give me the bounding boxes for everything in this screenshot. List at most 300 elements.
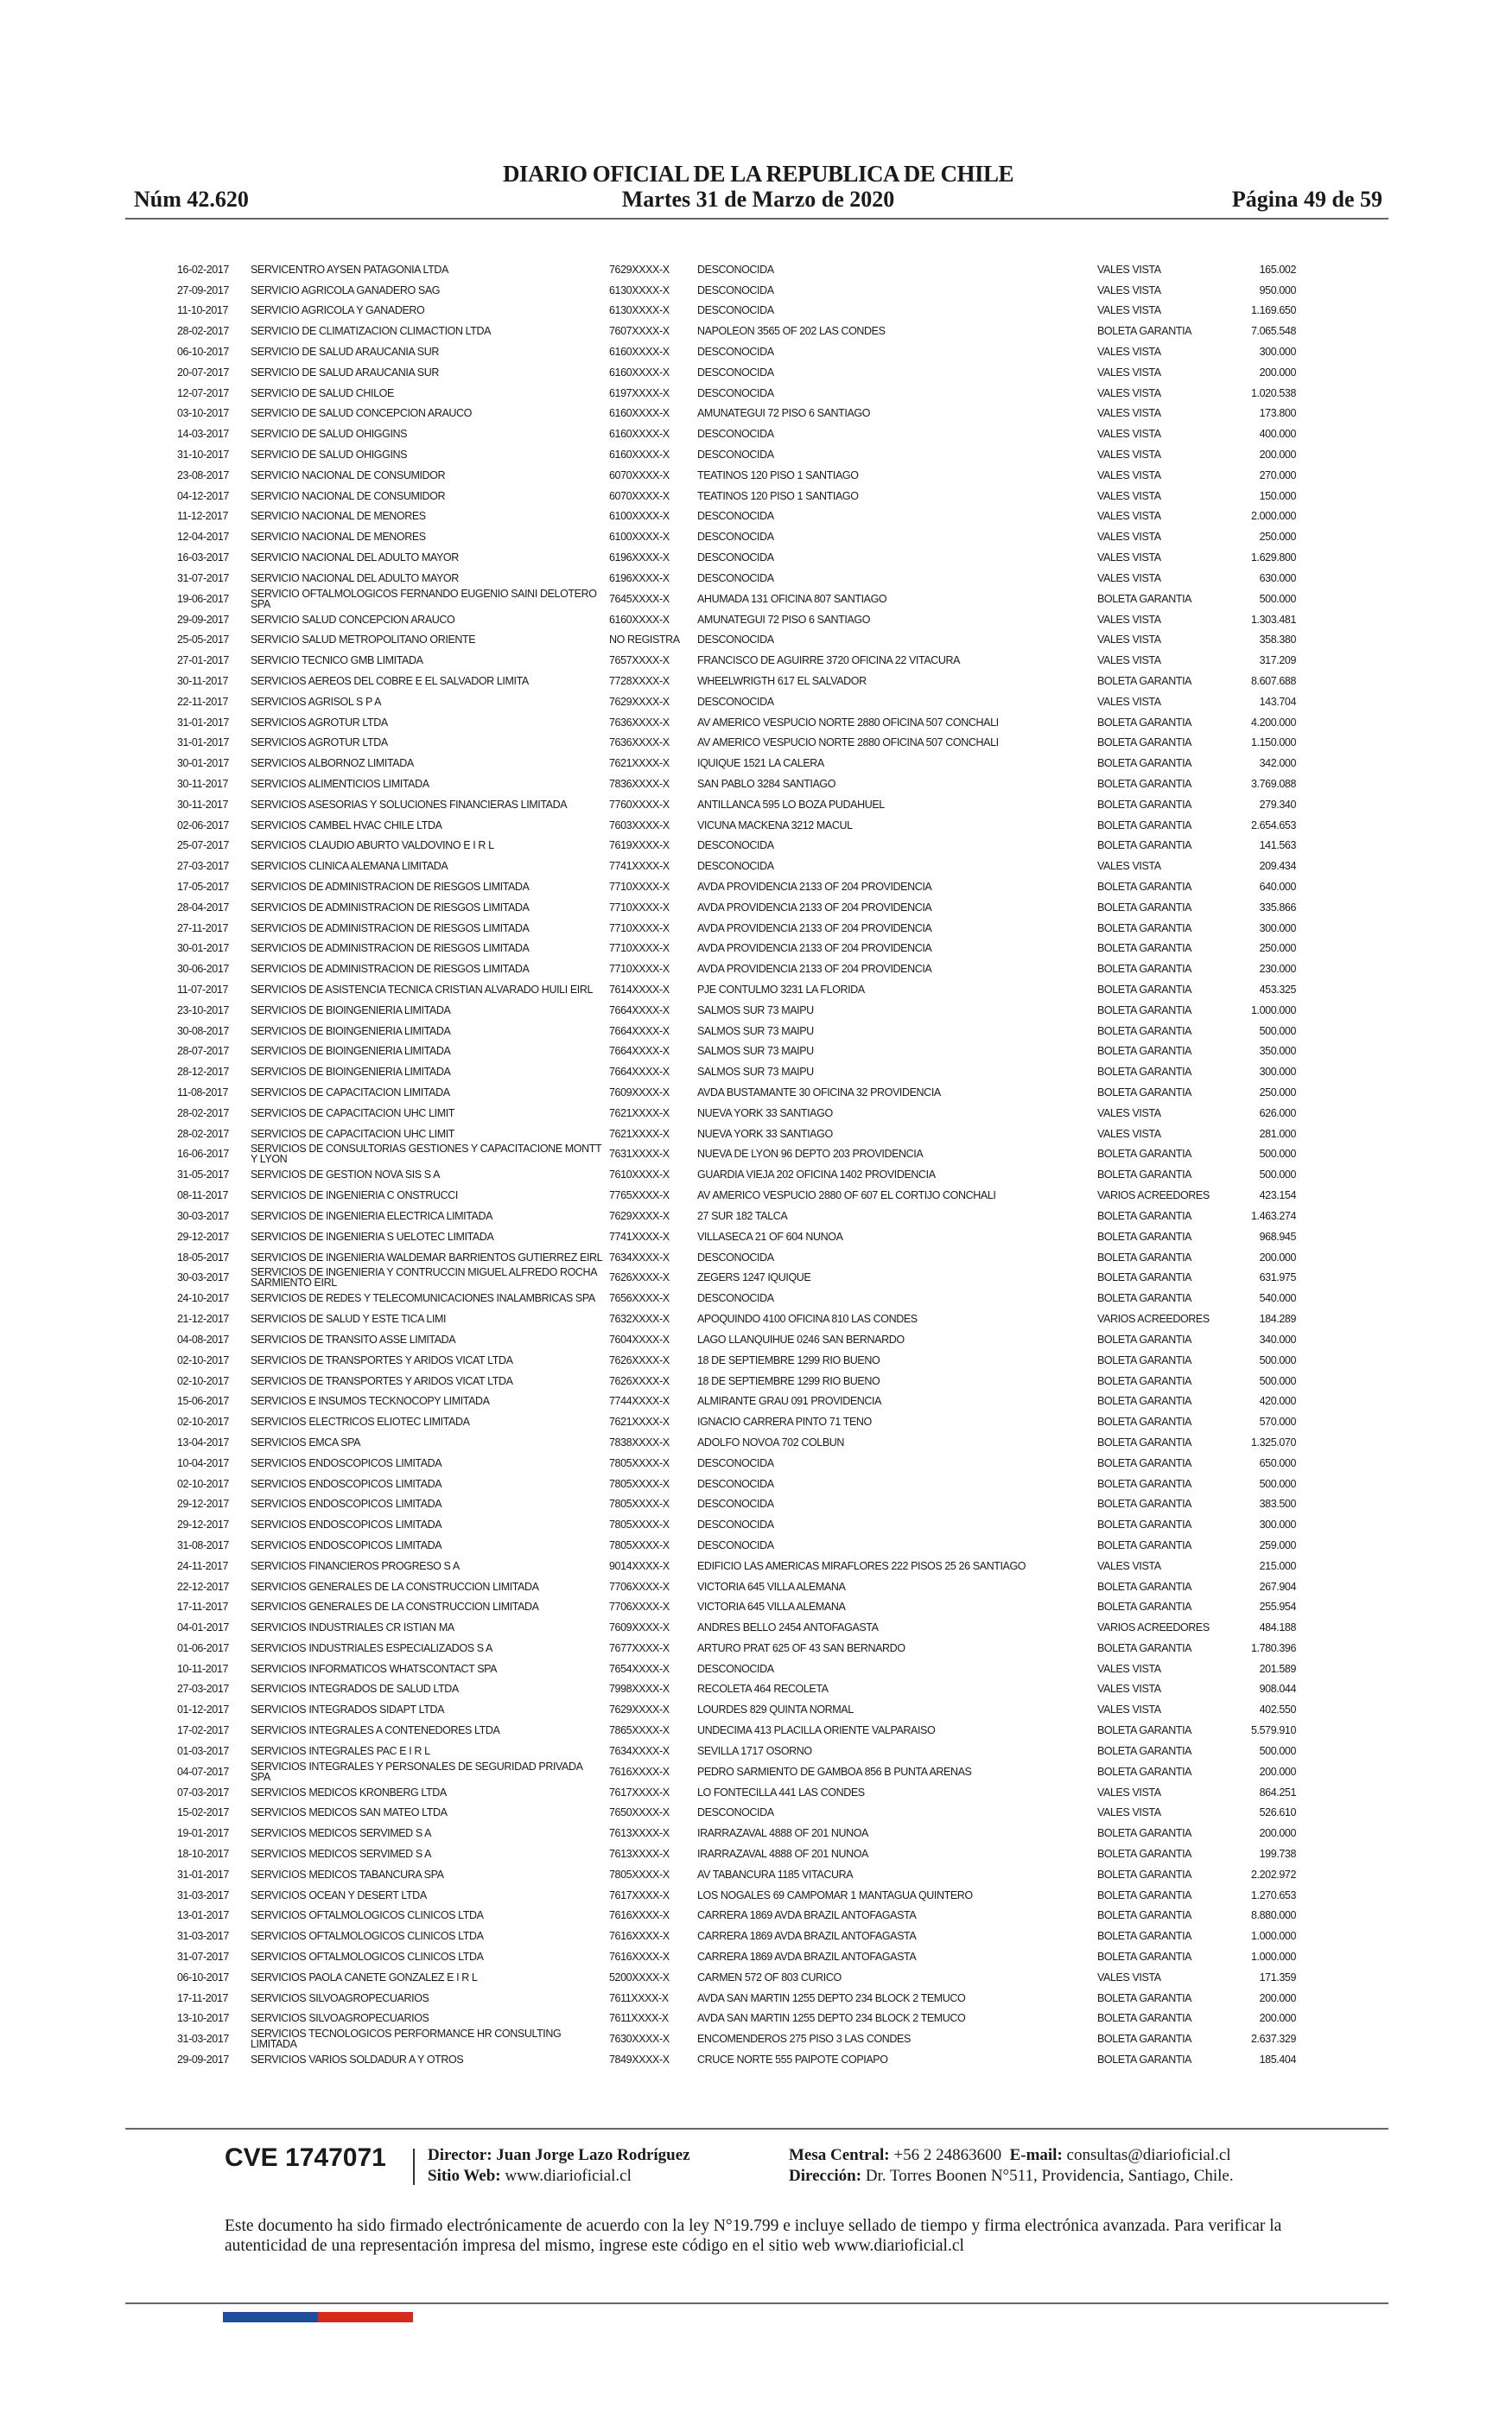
cell-type: VARIOS ACREEDORES <box>1097 1189 1210 1202</box>
cell-date: 07-03-2017 <box>177 1786 229 1799</box>
cell-type: BOLETA GARANTIA <box>1097 1333 1192 1346</box>
cell-amount: 1.325.070 <box>1250 1436 1296 1449</box>
cell-type: BOLETA GARANTIA <box>1097 1251 1192 1264</box>
cell-name: SERVICIOS INTEGRADOS SIDAPT LTDA <box>251 1704 445 1716</box>
cell-address: AMUNATEGUI 72 PISO 6 SANTIAGO <box>697 613 871 626</box>
cell-rut: 6160XXXX-X <box>609 449 670 462</box>
cell-address: PEDRO SARMIENTO DE GAMBOA 856 B PUNTA ARENAS <box>697 1765 972 1778</box>
cell-amount: 570.000 <box>1259 1416 1296 1429</box>
cell-amount: 8.607.688 <box>1250 675 1296 688</box>
email-label: E-mail: <box>1009 2146 1063 2164</box>
cell-amount: 526.610 <box>1259 1806 1296 1819</box>
cell-name: SERVICIO DE SALUD CONCEPCION ARAUCO <box>251 407 472 420</box>
cell-rut: 7634XXXX-X <box>609 1251 670 1264</box>
cell-rut: 7805XXXX-X <box>609 1456 670 1469</box>
cell-name: SERVICIOS INDUSTRIALES ESPECIALIZADOS S A <box>251 1641 492 1654</box>
table-row <box>177 939 1300 959</box>
cell-amount: 1.270.653 <box>1250 1888 1296 1901</box>
cell-address: ALMIRANTE GRAU 091 PROVIDENCIA <box>697 1395 882 1408</box>
table-row <box>177 1267 1300 1288</box>
table-row <box>177 465 1300 486</box>
cell-name: SERVICIO NACIONAL DE CONSUMIDOR <box>251 468 446 481</box>
table-row <box>177 1206 1300 1226</box>
cell-rut: 7744XXXX-X <box>609 1395 670 1408</box>
cell-address: ADOLFO NOVOA 702 COLBUN <box>697 1436 845 1449</box>
table-row <box>177 1082 1300 1103</box>
cell-amount: 383.500 <box>1259 1498 1296 1511</box>
cell-address: AVDA PROVIDENCIA 2133 OF 204 PROVIDENCIA <box>697 942 932 955</box>
cell-address: DESCONOCIDA <box>697 263 774 276</box>
cell-date: 27-03-2017 <box>177 860 229 873</box>
cell-amount: 420.000 <box>1259 1395 1296 1408</box>
cell-address: UNDECIMA 413 PLACILLA ORIENTE VALPARAISO <box>697 1724 936 1737</box>
cell-address: VILLASECA 21 OF 604 NUNOA <box>697 1230 843 1243</box>
table-row <box>177 1906 1300 1926</box>
cell-type: BOLETA GARANTIA <box>1097 1951 1192 1964</box>
cell-address: DESCONOCIDA <box>697 531 774 544</box>
cell-amount: 1.629.800 <box>1250 551 1296 564</box>
cell-address: TEATINOS 120 PISO 1 SANTIAGO <box>697 468 859 481</box>
cell-amount: 500.000 <box>1259 592 1296 605</box>
cell-amount: 250.000 <box>1259 942 1296 955</box>
cell-type: VALES VISTA <box>1097 1683 1161 1696</box>
cell-address: NAPOLEON 3565 OF 202 LAS CONDES <box>697 325 886 338</box>
cell-name: SERVICIOS VARIOS SOLDADUR A Y OTROS <box>251 2054 464 2067</box>
cell-address: DESCONOCIDA <box>697 428 774 441</box>
cell-rut: 7626XXXX-X <box>609 1271 670 1284</box>
table-row <box>177 1967 1300 1988</box>
table-row <box>177 362 1300 383</box>
cell-amount: 317.209 <box>1259 654 1296 667</box>
cell-name: SERVICIOS ENDOSCOPICOS LIMITADA <box>251 1538 442 1551</box>
cell-name: SERVICIOS DE INGENIERIA C ONSTRUCCI <box>251 1189 458 1202</box>
cell-rut: 7629XXXX-X <box>609 1704 670 1716</box>
cell-type: BOLETA GARANTIA <box>1097 1416 1192 1429</box>
table-row <box>177 1926 1300 1946</box>
cell-type: BOLETA GARANTIA <box>1097 1848 1192 1861</box>
cell-amount: 200.000 <box>1259 2012 1296 2025</box>
cell-date: 13-10-2017 <box>177 2012 229 2025</box>
cell-date: 20-07-2017 <box>177 366 229 379</box>
cell-address: RECOLETA 464 RECOLETA <box>697 1683 829 1696</box>
cell-name: SERVICIOS OFTALMOLOGICOS CLINICOS LTDA <box>251 1951 484 1964</box>
cell-date: 30-11-2017 <box>177 798 229 811</box>
address-value: Dr. Torres Boonen N°511, Providencia, Santiago, Chile. <box>865 2167 1234 2185</box>
cell-name: SERVICIOS DE BIOINGENIERIA LIMITADA <box>251 1066 451 1079</box>
cell-amount: 184.289 <box>1259 1313 1296 1326</box>
cell-date: 17-11-2017 <box>177 1601 229 1614</box>
cell-type: VALES VISTA <box>1097 263 1161 276</box>
cell-amount: 342.000 <box>1259 757 1296 770</box>
cell-address: DESCONOCIDA <box>697 346 774 359</box>
cell-type: VALES VISTA <box>1097 468 1161 481</box>
cell-address: SALMOS SUR 73 MAIPU <box>697 1003 814 1016</box>
cell-date: 31-03-2017 <box>177 2033 229 2046</box>
cell-date: 13-04-2017 <box>177 1436 229 1449</box>
table-row <box>177 1226 1300 1247</box>
cell-address: VICTORIA 645 VILLA ALEMANA <box>697 1580 846 1593</box>
cell-amount: 626.000 <box>1259 1106 1296 1119</box>
cell-amount: 650.000 <box>1259 1456 1296 1469</box>
cell-date: 28-02-2017 <box>177 325 229 338</box>
cell-type: VALES VISTA <box>1097 346 1161 359</box>
cell-address: PJE CONTULMO 3231 LA FLORIDA <box>697 983 865 996</box>
mesa-phone: +56 2 24863600 <box>893 2146 1002 2164</box>
table-row <box>177 383 1300 404</box>
cell-type: BOLETA GARANTIA <box>1097 1930 1192 1943</box>
cell-address: IRARRAZAVAL 4888 OF 201 NUNOA <box>697 1827 868 1840</box>
cell-amount: 1.303.481 <box>1250 613 1296 626</box>
cell-date: 02-10-2017 <box>177 1416 229 1429</box>
cell-date: 31-10-2017 <box>177 449 229 462</box>
table-row <box>177 444 1300 465</box>
cell-type: BOLETA GARANTIA <box>1097 1991 1192 2004</box>
cell-name: SERVICIOS GENERALES DE LA CONSTRUCCION LIMITADA <box>251 1601 539 1614</box>
cell-name: SERVICIOS SILVOAGROPECUARIOS <box>251 2012 429 2025</box>
cell-name: SERVICIOS SILVOAGROPECUARIOS <box>251 1991 429 2004</box>
cell-type: VALES VISTA <box>1097 1559 1161 1572</box>
cell-type: BOLETA GARANTIA <box>1097 1066 1192 1079</box>
table-row <box>177 1556 1300 1576</box>
cell-address: SALMOS SUR 73 MAIPU <box>697 1066 814 1079</box>
cell-name: SERVICIOS INFORMATICOS WHATSCONTACT SPA <box>251 1662 498 1675</box>
cell-amount: 255.954 <box>1259 1601 1296 1614</box>
cell-amount: 335.866 <box>1259 901 1296 914</box>
table-row <box>177 897 1300 918</box>
cell-type: BOLETA GARANTIA <box>1097 1909 1192 1922</box>
cell-amount: 1.780.396 <box>1250 1641 1296 1654</box>
table-row <box>177 856 1300 876</box>
cell-address: VICTORIA 645 VILLA ALEMANA <box>697 1601 846 1614</box>
cell-amount: 500.000 <box>1259 1148 1296 1161</box>
cell-type: BOLETA GARANTIA <box>1097 942 1192 955</box>
cell-name: SERVICIOS CAMBEL HVAC CHILE LTDA <box>251 818 442 831</box>
cell-date: 27-03-2017 <box>177 1683 229 1696</box>
contact-block <box>789 2145 1234 2187</box>
cell-rut: 7631XXXX-X <box>609 1148 670 1161</box>
cell-rut: 7609XXXX-X <box>609 1621 670 1634</box>
cell-address: DESCONOCIDA <box>697 860 774 873</box>
cell-name: SERVICIOS DE ADMINISTRACION DE RIESGOS LIMITADA <box>251 921 530 934</box>
cell-rut: 7677XXXX-X <box>609 1641 670 1654</box>
cell-amount: 270.000 <box>1259 468 1296 481</box>
cell-rut: 7629XXXX-X <box>609 695 670 708</box>
cell-name: SERVICIOS DE BIOINGENIERIA LIMITADA <box>251 1024 451 1037</box>
cell-address: AV AMERICO VESPUCIO 2880 OF 607 EL CORTIJO CONCHALI <box>697 1189 996 1202</box>
cell-rut: 9014XXXX-X <box>609 1559 670 1572</box>
cell-amount: 423.154 <box>1259 1189 1296 1202</box>
cell-amount: 864.251 <box>1259 1786 1296 1799</box>
cell-rut: 7650XXXX-X <box>609 1806 670 1819</box>
address-label: Dirección: <box>789 2167 862 2185</box>
cell-rut: 6196XXXX-X <box>609 571 670 584</box>
email-link[interactable]: consultas@diarioficial.cl <box>1066 2146 1231 2164</box>
cell-date: 30-08-2017 <box>177 1024 229 1037</box>
cell-date: 19-06-2017 <box>177 592 229 605</box>
cell-name: SERVICIOS DE INGENIERIA WALDEMAR BARRIENTOS GUTIERREZ EIRL <box>251 1251 603 1264</box>
cell-rut: 7609XXXX-X <box>609 1086 670 1099</box>
cell-rut: 7838XXXX-X <box>609 1436 670 1449</box>
cell-name: SERVICIOS DE CAPACITACION UHC LIMIT <box>251 1106 455 1119</box>
cell-amount: 200.000 <box>1259 366 1296 379</box>
cell-rut: 7664XXXX-X <box>609 1045 670 1058</box>
cell-address: LAGO LLANQUIHUE 0246 SAN BERNARDO <box>697 1333 905 1346</box>
cell-type: BOLETA GARANTIA <box>1097 1641 1192 1654</box>
page-number: Página 49 de 59 <box>1231 187 1382 212</box>
cell-rut: 7611XXXX-X <box>609 1991 669 2004</box>
cell-date: 28-07-2017 <box>177 1045 229 1058</box>
cell-name: SERVICIO NACIONAL DE MENORES <box>251 510 426 523</box>
cell-address: NUEVA YORK 33 SANTIAGO <box>697 1106 833 1119</box>
table-row <box>177 547 1300 568</box>
table-row <box>177 1988 1300 2009</box>
cell-rut: 7626XXXX-X <box>609 1353 670 1366</box>
cell-type: BOLETA GARANTIA <box>1097 1744 1192 1757</box>
cell-date: 31-05-2017 <box>177 1169 229 1181</box>
cell-address: CARRERA 1869 AVDA BRAZIL ANTOFAGASTA <box>697 1909 917 1922</box>
cell-rut: 7632XXXX-X <box>609 1313 670 1326</box>
cell-type: BOLETA GARANTIA <box>1097 1724 1192 1737</box>
table-row <box>177 958 1300 979</box>
cell-type: VALES VISTA <box>1097 489 1161 502</box>
cell-type: VALES VISTA <box>1097 366 1161 379</box>
cell-rut: 6160XXXX-X <box>609 346 670 359</box>
cell-name: SERVICIOS DE CAPACITACION UHC LIMIT <box>251 1127 455 1140</box>
cell-rut: 7607XXXX-X <box>609 325 670 338</box>
table-row <box>177 1720 1300 1741</box>
cell-rut: 7616XXXX-X <box>609 1930 670 1943</box>
site-link[interactable]: www.diarioficial.cl <box>505 2167 632 2185</box>
cell-type: BOLETA GARANTIA <box>1097 716 1192 729</box>
cell-amount: 640.000 <box>1259 881 1296 893</box>
cell-name: SERVICIO DE SALUD CHILOE <box>251 386 394 399</box>
cell-name: SERVICIOS MEDICOS SERVIMED S A <box>251 1827 432 1840</box>
cell-amount: 2.637.329 <box>1250 2033 1296 2046</box>
cell-type: BOLETA GARANTIA <box>1097 1086 1192 1099</box>
table-row <box>177 1411 1300 1432</box>
cell-name: SERVICIO DE SALUD OHIGGINS <box>251 449 408 462</box>
cell-rut: 7611XXXX-X <box>609 2012 669 2025</box>
cell-name: SERVICIOS DE ASISTENCIA TECNICA CRISTIAN ALVARADO HUILI EIRL <box>251 983 594 996</box>
cell-amount: 300.000 <box>1259 346 1296 359</box>
table-row <box>177 341 1300 362</box>
cell-address: DESCONOCIDA <box>697 283 774 296</box>
cell-type: VALES VISTA <box>1097 510 1161 523</box>
cell-name: SERVICIOS DE TRANSITO ASSE LIMITADA <box>251 1333 456 1346</box>
table-row <box>177 526 1300 547</box>
cell-rut: 7805XXXX-X <box>609 1498 670 1511</box>
cell-name: SERVICIOS MEDICOS SAN MATEO LTDA <box>251 1806 448 1819</box>
cell-rut: 7805XXXX-X <box>609 1477 670 1490</box>
header-divider <box>125 218 1388 220</box>
cell-date: 25-07-2017 <box>177 839 229 852</box>
cell-address: NUEVA YORK 33 SANTIAGO <box>697 1127 833 1140</box>
cell-address: IQUIQUE 1521 LA CALERA <box>697 757 824 770</box>
cell-amount: 453.325 <box>1259 983 1296 996</box>
cell-address: DESCONOCIDA <box>697 634 774 646</box>
cell-address: AMUNATEGUI 72 PISO 6 SANTIAGO <box>697 407 871 420</box>
table-row <box>177 1103 1300 1124</box>
cell-name: SERVICIOS CLAUDIO ABURTO VALDOVINO E I R L <box>251 839 494 852</box>
cell-name: SERVICIOS OCEAN Y DESERT LTDA <box>251 1888 427 1901</box>
cell-name: SERVICIOS ASESORIAS Y SOLUCIONES FINANCIERAS LIMITADA <box>251 798 568 811</box>
cell-date: 18-05-2017 <box>177 1251 229 1264</box>
cell-amount: 500.000 <box>1259 1374 1296 1387</box>
cell-date: 01-12-2017 <box>177 1704 229 1716</box>
cell-name: SERVICIOS PAOLA CANETE GONZALEZ E I R L <box>251 1971 478 1984</box>
cell-date: 12-07-2017 <box>177 386 229 399</box>
cell-amount: 631.975 <box>1259 1271 1296 1284</box>
cell-date: 29-09-2017 <box>177 2054 229 2067</box>
cell-address: AV TABANCURA 1185 VITACURA <box>697 1868 854 1881</box>
table-row <box>177 1247 1300 1268</box>
cell-amount: 141.563 <box>1259 839 1296 852</box>
cell-date: 02-10-2017 <box>177 1374 229 1387</box>
cell-name: SERVICIOS AGRISOL S P A <box>251 695 382 708</box>
table-row <box>177 1803 1300 1824</box>
cell-rut: 6100XXXX-X <box>609 510 670 523</box>
table-row <box>177 486 1300 506</box>
cell-name: SERVICIOS ALBORNOZ LIMITADA <box>251 757 414 770</box>
cell-address: DESCONOCIDA <box>697 1251 774 1264</box>
cell-name: SERVICIOS OFTALMOLOGICOS CLINICOS LTDA <box>251 1909 484 1922</box>
issue-number: Núm 42.620 <box>134 187 249 212</box>
cell-date: 25-05-2017 <box>177 634 229 646</box>
flag-bar-red <box>318 2312 413 2322</box>
table-row <box>177 836 1300 857</box>
cell-amount: 500.000 <box>1259 1169 1296 1181</box>
cell-address: 18 DE SEPTIEMBRE 1299 RIO BUENO <box>697 1353 880 1366</box>
cell-name: SERVICIOS DE INGENIERIA ELECTRICA LIMITADA <box>251 1209 493 1222</box>
cell-date: 30-03-2017 <box>177 1271 229 1284</box>
table-row <box>177 1329 1300 1350</box>
cell-date: 06-10-2017 <box>177 1971 229 1984</box>
table-row <box>177 568 1300 589</box>
cell-type: BOLETA GARANTIA <box>1097 1456 1192 1469</box>
table-row <box>177 2028 1300 2049</box>
cell-type: VALES VISTA <box>1097 860 1161 873</box>
table-row <box>177 506 1300 527</box>
cell-name: SERVICIOS DE TRANSPORTES Y ARIDOS VICAT LTDA <box>251 1353 513 1366</box>
cell-address: 18 DE SEPTIEMBRE 1299 RIO BUENO <box>697 1374 880 1387</box>
cell-date: 22-12-2017 <box>177 1580 229 1593</box>
cell-amount: 250.000 <box>1259 1086 1296 1099</box>
cell-type: VALES VISTA <box>1097 1127 1161 1140</box>
cell-date: 29-09-2017 <box>177 613 229 626</box>
table-row <box>177 424 1300 444</box>
cell-rut: 7629XXXX-X <box>609 263 670 276</box>
cell-address: ENCOMENDEROS 275 PISO 3 LAS CONDES <box>697 2033 911 2046</box>
cell-name: SERVICIOS DE ADMINISTRACION DE RIESGOS LIMITADA <box>251 881 530 893</box>
cell-type: BOLETA GARANTIA <box>1097 325 1192 338</box>
cell-amount: 350.000 <box>1259 1045 1296 1058</box>
publication-title: DIARIO OFICIAL DE LA REPUBLICA DE CHILE <box>502 161 1014 187</box>
table-row <box>177 876 1300 897</box>
table-row <box>177 1638 1300 1659</box>
cell-type: BOLETA GARANTIA <box>1097 1292 1192 1305</box>
cell-address: AV AMERICO VESPUCIO NORTE 2880 OFICINA 507 CONCHALI <box>697 736 999 749</box>
cell-amount: 358.380 <box>1259 634 1296 646</box>
cell-rut: 7610XXXX-X <box>609 1169 670 1181</box>
cell-type: BOLETA GARANTIA <box>1097 675 1192 688</box>
cell-rut: 7710XXXX-X <box>609 921 670 934</box>
cell-rut: 7710XXXX-X <box>609 881 670 893</box>
cell-amount: 209.434 <box>1259 860 1296 873</box>
cell-amount: 215.000 <box>1259 1559 1296 1572</box>
table-row <box>177 1864 1300 1885</box>
cell-name: SERVICIOS CLINICA ALEMANA LIMITADA <box>251 860 448 873</box>
cell-name: SERVICIO DE CLIMATIZACION CLIMACTION LTDA <box>251 325 492 338</box>
cell-type: BOLETA GARANTIA <box>1097 1353 1192 1366</box>
cell-name: SERVICIOS DE CONSULTORIAS GESTIONES Y CAPACITACIONE MONTT Y LYON <box>251 1143 601 1166</box>
cell-rut: 7629XXXX-X <box>609 1209 670 1222</box>
table-row <box>177 1535 1300 1556</box>
cell-rut: 7616XXXX-X <box>609 1951 670 1964</box>
cell-type: BOLETA GARANTIA <box>1097 1477 1192 1490</box>
cell-name: SERVICIOS OFTALMOLOGICOS CLINICOS LTDA <box>251 1930 484 1943</box>
cell-type: BOLETA GARANTIA <box>1097 1827 1192 1840</box>
cell-rut: 6196XXXX-X <box>609 551 670 564</box>
cell-name: SERVICIOS DE CAPACITACION LIMITADA <box>251 1086 450 1099</box>
cell-type: VALES VISTA <box>1097 613 1161 626</box>
cell-name: SERVICIO NACIONAL DE MENORES <box>251 531 426 544</box>
cell-amount: 300.000 <box>1259 1519 1296 1532</box>
table-row <box>177 1679 1300 1700</box>
cell-type: BOLETA GARANTIA <box>1097 1271 1192 1284</box>
cell-amount: 2.000.000 <box>1250 510 1296 523</box>
cell-date: 31-01-2017 <box>177 716 229 729</box>
flag-bar-blue <box>223 2312 318 2322</box>
cell-rut: 7710XXXX-X <box>609 963 670 976</box>
table-row <box>177 815 1300 836</box>
cell-date: 31-07-2017 <box>177 571 229 584</box>
cell-rut: 6100XXXX-X <box>609 531 670 544</box>
cell-date: 31-01-2017 <box>177 1868 229 1881</box>
cell-date: 15-06-2017 <box>177 1395 229 1408</box>
cell-name: SERVICIOS AEREOS DEL COBRE E EL SALVADOR LIMITA <box>251 675 529 688</box>
cell-date: 01-06-2017 <box>177 1641 229 1654</box>
cell-address: NUEVA DE LYON 96 DEPTO 203 PROVIDENCIA <box>697 1148 924 1161</box>
cell-date: 24-11-2017 <box>177 1559 229 1572</box>
cell-date: 18-10-2017 <box>177 1848 229 1861</box>
cell-rut: 7630XXXX-X <box>609 2033 670 2046</box>
cell-name: SERVICIO AGRICOLA GANADERO SAG <box>251 283 441 296</box>
cell-amount: 500.000 <box>1259 1353 1296 1366</box>
cell-name: SERVICIO DE SALUD ARAUCANIA SUR <box>251 346 439 359</box>
cell-date: 27-11-2017 <box>177 921 229 934</box>
cell-address: LOS NOGALES 69 CAMPOMAR 1 MANTAGUA QUINTERO <box>697 1888 973 1901</box>
table-row <box>177 609 1300 630</box>
cell-address: DESCONOCIDA <box>697 571 774 584</box>
cell-date: 11-07-2017 <box>177 983 229 996</box>
table-row <box>177 1844 1300 1864</box>
cell-type: VALES VISTA <box>1097 634 1161 646</box>
cell-name: SERVICIOS ENDOSCOPICOS LIMITADA <box>251 1477 442 1490</box>
cell-name: SERVICIO SALUD CONCEPCION ARAUCO <box>251 613 455 626</box>
cell-rut: NO REGISTRA <box>609 634 680 646</box>
cell-rut: 7760XXXX-X <box>609 798 670 811</box>
table-row <box>177 1432 1300 1453</box>
cell-type: VALES VISTA <box>1097 407 1161 420</box>
cell-rut: 7621XXXX-X <box>609 1416 670 1429</box>
cell-name: SERVICIO NACIONAL DE CONSUMIDOR <box>251 489 446 502</box>
table-row <box>177 671 1300 691</box>
cell-amount: 185.404 <box>1259 2054 1296 2067</box>
cell-amount: 5.579.910 <box>1250 1724 1296 1737</box>
cell-type: BOLETA GARANTIA <box>1097 1436 1192 1449</box>
cell-address: IGNACIO CARRERA PINTO 71 TENO <box>697 1416 872 1429</box>
cell-amount: 200.000 <box>1259 449 1296 462</box>
